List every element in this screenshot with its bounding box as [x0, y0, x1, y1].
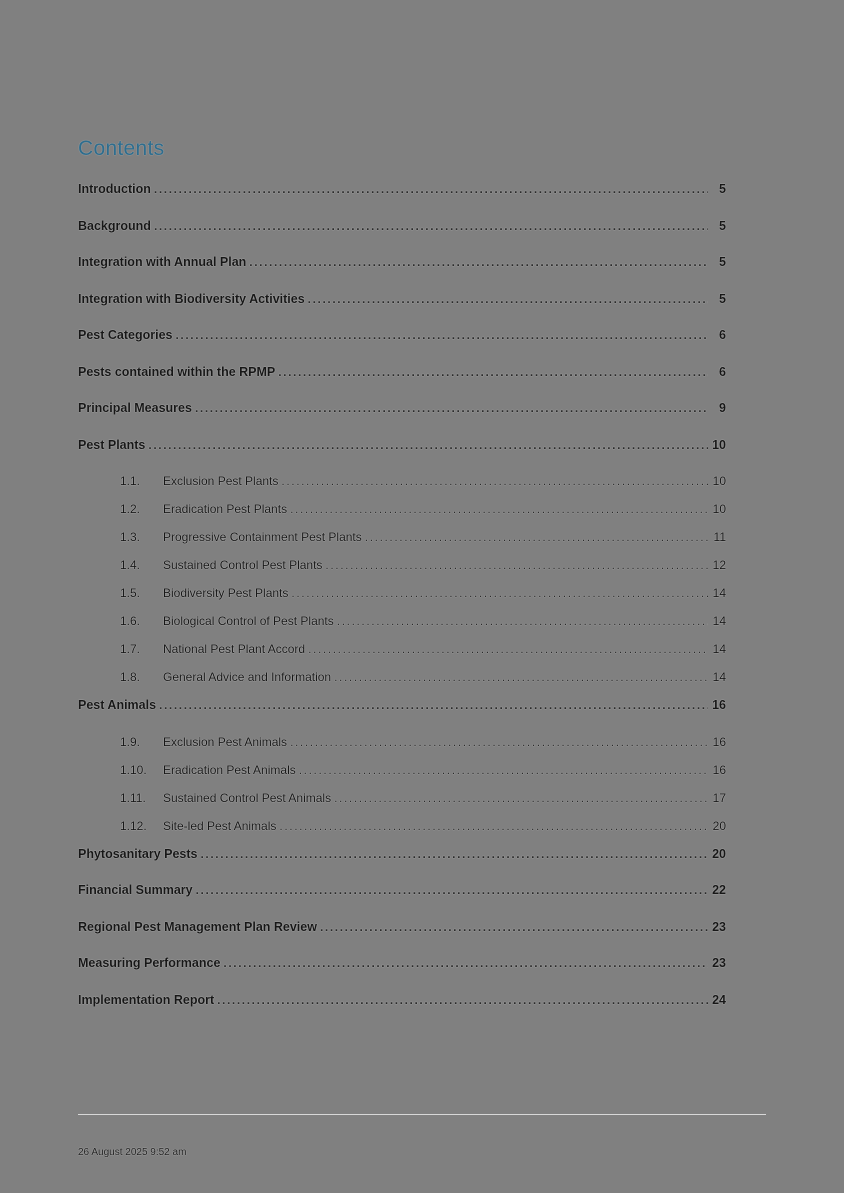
toc-entry-label: Biodiversity Pest Plants [163, 586, 289, 600]
toc-leader-dots [278, 367, 708, 380]
toc-entry-number: 1.8. [120, 670, 141, 684]
toc-leader-dots [290, 504, 708, 517]
toc-entry-number: 1.7. [120, 642, 141, 656]
toc-leader-dots [154, 221, 708, 234]
toc-entry-label: Pest Plants [78, 437, 146, 452]
toc-entry[interactable] [78, 847, 726, 862]
toc-entry-page-number: 14 [712, 586, 726, 600]
toc-entry[interactable] [78, 819, 726, 834]
toc-entry[interactable] [78, 292, 726, 307]
toc-leader-dots [217, 995, 708, 1008]
toc-leader-dots [290, 737, 708, 750]
toc-leader-dots [320, 922, 708, 935]
toc-entry-page-number: 24 [712, 992, 726, 1007]
toc-entry-label: Background [78, 218, 151, 233]
toc-leader-dots [365, 532, 708, 545]
toc-entry-label: National Pest Plant Accord [163, 642, 306, 656]
toc-entry-label: Progressive Containment Pest Plants [163, 530, 362, 544]
toc-entry-number: 1.4. [120, 558, 141, 572]
toc-entry[interactable] [78, 614, 726, 629]
toc-entry-label: Pests contained within the RPMP [78, 364, 276, 379]
toc-entry[interactable] [78, 735, 726, 750]
toc-entry-number: 1.12. [120, 818, 147, 833]
toc-entry-label: Principal Measures [78, 401, 192, 415]
toc-entry[interactable] [78, 670, 726, 685]
toc-entry-page-number: 9 [719, 401, 726, 415]
toc-leader-dots [175, 330, 708, 343]
toc-entry[interactable] [78, 763, 726, 778]
toc-entry[interactable] [78, 401, 726, 416]
toc-entry[interactable] [78, 791, 726, 806]
page-title: Contents [78, 137, 165, 160]
toc-entry-label: Sustained Control Pest Animals [163, 790, 332, 805]
toc-entry-page-number: 5 [719, 291, 726, 306]
toc-entry-list [78, 182, 726, 1008]
toc-entry-page-number: 5 [719, 218, 726, 233]
toc-entry-number: 1.9. [120, 734, 141, 749]
toc-entry-page-number: 23 [712, 919, 726, 934]
toc-entry-page-number: 10 [712, 437, 726, 452]
toc-entry-number: 1.2. [120, 502, 141, 516]
toc-entry-label: Exclusion Pest Plants [163, 474, 279, 488]
toc-entry-label: Sustained Control Pest Plants [163, 558, 323, 572]
toc-entry-label: Integration with Biodiversity Activities [78, 291, 305, 306]
toc-entry-page-number: 20 [712, 818, 726, 833]
toc-entry[interactable] [78, 698, 726, 713]
toc-entry-number: 1.10. [120, 762, 147, 777]
toc-entry-number: 1.6. [120, 614, 141, 628]
toc-entry[interactable] [78, 530, 726, 545]
toc-entry-page-number: 12 [712, 558, 726, 572]
table-of-contents [78, 136, 726, 1029]
toc-entry-label: Eradication Pest Plants [163, 502, 288, 516]
toc-entry-label: Biological Control of Pest Plants [163, 614, 334, 628]
toc-entry-label: Exclusion Pest Animals [163, 734, 288, 749]
toc-entry-label: Introduction [78, 182, 151, 196]
toc-leader-dots [308, 644, 708, 657]
toc-entry-page-number: 6 [719, 364, 726, 379]
toc-entry-page-number: 10 [712, 502, 726, 516]
toc-entry-page-number: 14 [712, 614, 726, 628]
toc-entry[interactable] [78, 558, 726, 573]
toc-entry-label: Pest Animals [78, 698, 157, 712]
toc-entry-page-number: 23 [712, 956, 726, 970]
toc-entry-page-number: 14 [712, 642, 726, 656]
toc-leader-dots [148, 440, 708, 453]
toc-leader-dots [201, 849, 709, 862]
toc-entry[interactable] [78, 474, 726, 489]
toc-entry-page-number: 16 [712, 734, 726, 749]
toc-leader-dots [223, 958, 708, 971]
toc-leader-dots [334, 672, 708, 685]
toc-entry-label: Phytosanitary Pests [78, 846, 198, 861]
toc-entry-label: Implementation Report [78, 992, 215, 1007]
toc-entry[interactable] [78, 993, 726, 1008]
toc-leader-dots [159, 700, 708, 713]
toc-leader-dots [195, 403, 708, 416]
toc-entry-label: Eradication Pest Animals [163, 762, 296, 777]
toc-entry-label: General Advice and Information [163, 670, 332, 684]
toc-entry[interactable] [78, 328, 726, 343]
toc-entry-number: 1.3. [120, 530, 141, 544]
toc-entry-label: Site-led Pest Animals [163, 818, 277, 833]
toc-leader-dots [334, 793, 708, 806]
toc-leader-dots [279, 821, 708, 834]
toc-entry-page-number: 10 [712, 474, 726, 488]
toc-entry-page-number: 11 [713, 530, 726, 544]
toc-entry-label: Integration with Annual Plan [78, 255, 247, 269]
toc-entry-label: Measuring Performance [78, 956, 221, 970]
toc-entry[interactable] [78, 586, 726, 601]
toc-entry[interactable] [78, 502, 726, 517]
toc-leader-dots [299, 765, 708, 778]
toc-entry-page-number: 22 [712, 883, 726, 897]
toc-leader-dots [154, 184, 708, 197]
toc-entry[interactable] [78, 365, 726, 380]
toc-entry-page-number: 17 [712, 790, 726, 805]
toc-entry[interactable] [78, 255, 726, 270]
toc-entry-page-number: 16 [712, 762, 726, 777]
toc-entry-page-number: 14 [712, 670, 726, 684]
toc-entry[interactable] [78, 956, 726, 971]
toc-entry-label: Regional Pest Management Plan Review [78, 919, 317, 934]
toc-entry-page-number: 16 [712, 698, 726, 712]
toc-entry-number: 1.5. [120, 586, 141, 600]
toc-leader-dots [281, 476, 708, 489]
toc-entry-page-number: 5 [719, 182, 726, 196]
toc-entry[interactable] [78, 438, 726, 453]
toc-entry-label: Financial Summary [78, 883, 193, 897]
toc-leader-dots [337, 616, 708, 629]
toc-entry-number: 1.1. [120, 474, 141, 488]
toc-leader-dots [325, 560, 708, 573]
toc-entry-page-number: 20 [712, 846, 726, 861]
toc-leader-dots [196, 885, 708, 898]
toc-entry-page-number: 5 [719, 255, 726, 269]
toc-entry[interactable] [78, 883, 726, 898]
toc-entry[interactable] [78, 642, 726, 657]
toc-leader-dots [291, 588, 708, 601]
toc-entry[interactable] [78, 920, 726, 935]
footer-timestamp: 26 August 2025 9:52 am [78, 1147, 187, 1158]
toc-leader-dots [308, 294, 708, 307]
toc-entry[interactable] [78, 219, 726, 234]
toc-entry-label: Pest Categories [78, 328, 173, 342]
toc-entry-number: 1.11. [120, 790, 146, 805]
toc-leader-dots [249, 257, 708, 270]
toc-entry[interactable] [78, 182, 726, 197]
toc-entry-page-number: 6 [719, 328, 726, 342]
footer-divider [78, 1114, 766, 1115]
